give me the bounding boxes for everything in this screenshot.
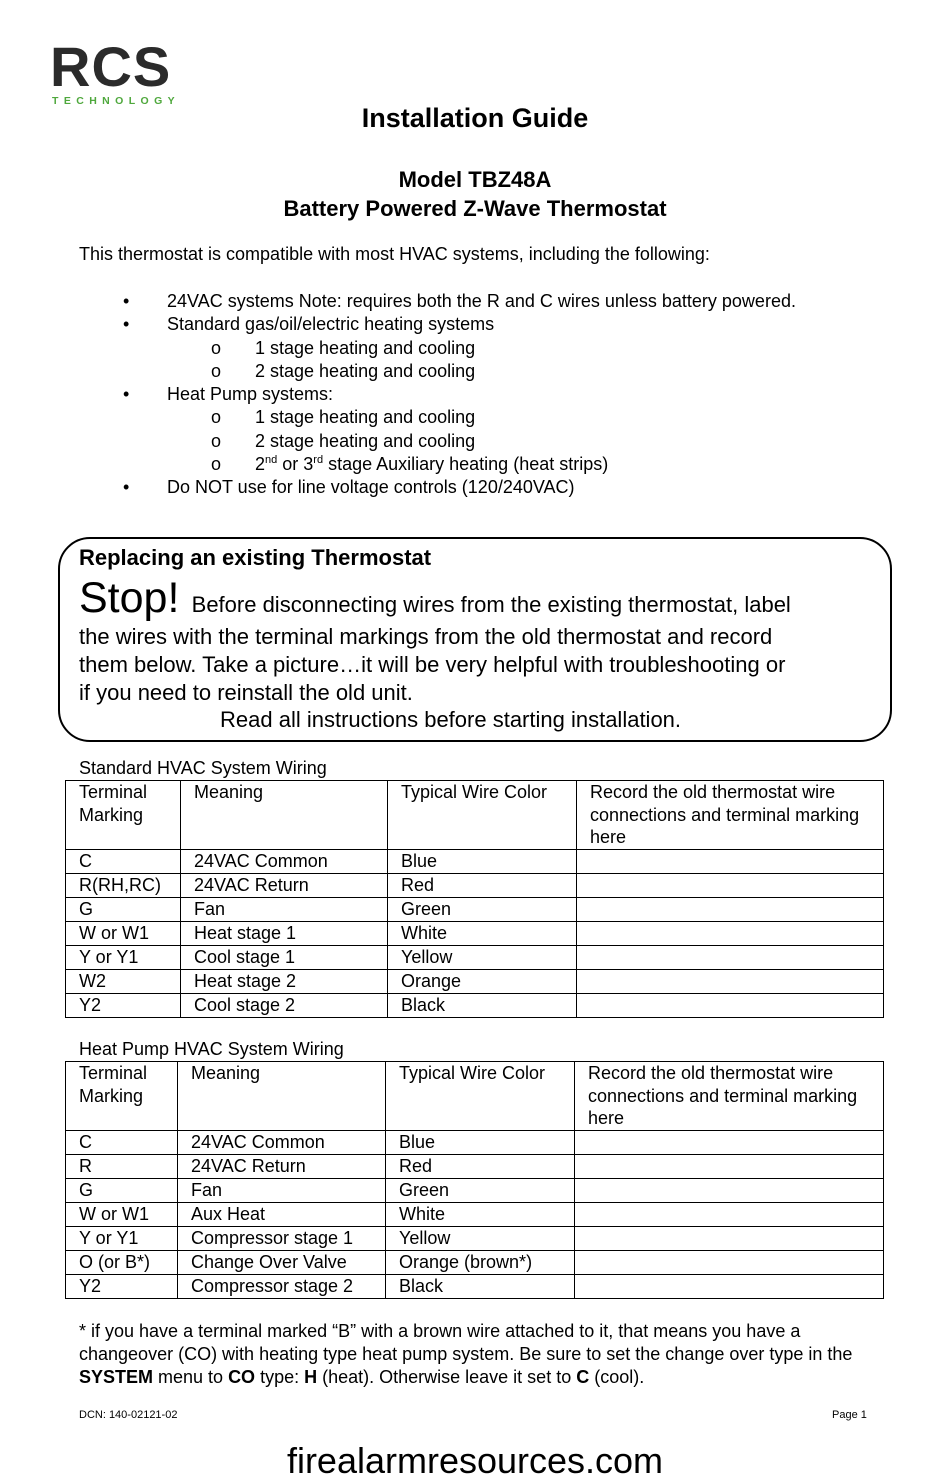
header-terminal: Terminal Marking bbox=[66, 1062, 178, 1131]
sub-bullet-icon: o bbox=[211, 454, 222, 475]
bullet-icon: • bbox=[123, 291, 130, 311]
document-control-number: DCN: 140-02121-02 bbox=[79, 1409, 178, 1421]
header-record: Record the old thermostat wire connections and terminal marking here bbox=[575, 1062, 884, 1131]
record-cell[interactable] bbox=[575, 1203, 884, 1227]
record-cell[interactable] bbox=[577, 994, 884, 1018]
table-row: Y or Y1 Compressor stage 1 Yellow bbox=[66, 1227, 884, 1251]
table-row: G Fan Green bbox=[66, 898, 884, 922]
table-row: R(RH,RC) 24VAC Return Red bbox=[66, 874, 884, 898]
bullet-icon: • bbox=[123, 477, 130, 498]
record-cell[interactable] bbox=[575, 1155, 884, 1179]
heatpump-table-caption: Heat Pump HVAC System Wiring bbox=[79, 1039, 344, 1059]
table-row: W2 Heat stage 2 Orange bbox=[66, 970, 884, 994]
sub-bullet-icon: o bbox=[211, 337, 222, 358]
record-cell[interactable] bbox=[575, 1227, 884, 1251]
header-color: Typical Wire Color bbox=[386, 1062, 575, 1131]
page-title: Installation Guide bbox=[361, 103, 589, 133]
sub-bullet-icon: o bbox=[211, 360, 222, 381]
notice-line: the wires with the terminal markings from the old thermostat and record bbox=[79, 624, 773, 649]
table-row: G Fan Green bbox=[66, 1179, 884, 1203]
record-cell[interactable] bbox=[577, 874, 884, 898]
heatpump-wiring-table bbox=[65, 1061, 884, 1299]
notice-line: Read all instructions before starting installation. bbox=[220, 707, 682, 732]
model-title: Model TBZ48A bbox=[398, 167, 552, 192]
record-cell[interactable] bbox=[577, 922, 884, 946]
table-row: W or W1 Aux Heat White bbox=[66, 1203, 884, 1227]
table-row: W or W1 Heat stage 1 White bbox=[66, 922, 884, 946]
notice-line: Before disconnecting wires from the existing thermostat, label bbox=[191, 592, 791, 617]
stop-word: Stop! bbox=[79, 574, 180, 622]
header-terminal: Terminal Marking bbox=[66, 781, 181, 850]
sub-bullet-icon: o bbox=[211, 407, 222, 428]
product-subtitle: Battery Powered Z-Wave Thermostat bbox=[283, 196, 667, 221]
header-color: Typical Wire Color bbox=[388, 781, 577, 850]
table-row: O (or B*) Change Over Valve Orange (brown*) bbox=[66, 1251, 884, 1275]
notice-heading: Replacing an existing Thermostat bbox=[79, 545, 432, 570]
table-row: R 24VAC Return Red bbox=[66, 1155, 884, 1179]
logo-tagline: TECHNOLOGY bbox=[52, 95, 181, 107]
bullet-icon: • bbox=[123, 314, 130, 335]
standard-table-caption: Standard HVAC System Wiring bbox=[79, 758, 327, 778]
table-row: Y or Y1 Cool stage 1 Yellow bbox=[66, 946, 884, 970]
header-meaning: Meaning bbox=[181, 781, 388, 850]
table-header-row bbox=[66, 781, 884, 850]
record-cell[interactable] bbox=[577, 898, 884, 922]
bullet-icon: • bbox=[123, 384, 130, 405]
page-number: Page 1 bbox=[832, 1409, 867, 1421]
header-meaning: Meaning bbox=[178, 1062, 386, 1131]
footnote: * if you have a terminal marked “B” with a brown wire attached to it, that means you have a changeover (CO) with heating type heat pump system. Be sure to set the change over type in the SYSTEM menu to CO type: H (heat). Otherwise leave it set to C (cool). bbox=[79, 1321, 853, 1387]
header-record: Record the old thermostat wire connections and terminal marking here bbox=[577, 781, 884, 850]
table-row: C 24VAC Common Blue bbox=[66, 850, 884, 874]
sub-bullet-icon: o bbox=[211, 430, 222, 451]
record-cell[interactable] bbox=[575, 1275, 884, 1299]
record-cell[interactable] bbox=[575, 1131, 884, 1155]
table-header-row bbox=[66, 1062, 884, 1131]
watermark-text: firealarmresources.com bbox=[286, 1440, 664, 1481]
record-cell[interactable] bbox=[575, 1179, 884, 1203]
notice-line: them below. Take a picture…it will be very helpful with troubleshooting or bbox=[79, 652, 786, 677]
standard-wiring-table bbox=[65, 780, 884, 1018]
notice-stop-line bbox=[79, 574, 791, 623]
table-row: Y2 Compressor stage 2 Black bbox=[66, 1275, 884, 1299]
record-cell[interactable] bbox=[577, 850, 884, 874]
logo-wordmark: RCS bbox=[50, 35, 172, 98]
record-cell[interactable] bbox=[575, 1251, 884, 1275]
intro-text: This thermostat is compatible with most HVAC systems, including the following: bbox=[79, 244, 710, 264]
table-row: Y2 Cool stage 2 Black bbox=[66, 994, 884, 1018]
record-cell[interactable] bbox=[577, 970, 884, 994]
record-cell[interactable] bbox=[577, 946, 884, 970]
notice-line: if you need to reinstall the old unit. bbox=[79, 680, 413, 705]
table-row: C 24VAC Common Blue bbox=[66, 1131, 884, 1155]
